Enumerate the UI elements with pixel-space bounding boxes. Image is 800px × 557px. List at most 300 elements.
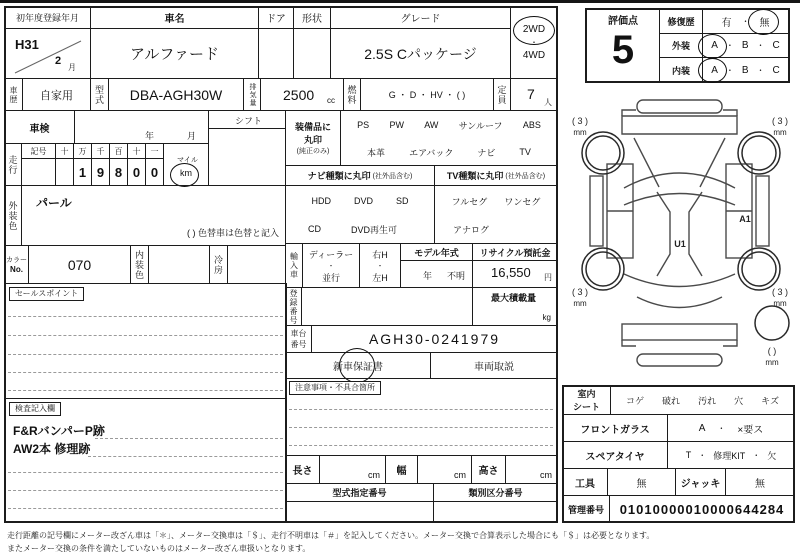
grade-dot: ・ xyxy=(725,41,734,50)
digit-header: 万 xyxy=(78,146,87,156)
score-label: 評価点 xyxy=(608,16,638,27)
windshield-options-cell xyxy=(667,414,795,442)
tv-item: フルセグ xyxy=(451,196,488,207)
km-circle xyxy=(170,163,199,187)
model-year-label: モデル年式 xyxy=(414,247,459,258)
repair-dot: ・ xyxy=(741,16,750,26)
model-code-value: DBA-AGH30W xyxy=(129,86,223,103)
fuel-value: G ・ D ・ HV ・ ( ) xyxy=(388,90,466,100)
door-label: ドア xyxy=(266,14,286,25)
km-label: km xyxy=(180,168,192,178)
dashed-line xyxy=(95,438,283,439)
class-no-cell xyxy=(433,501,558,523)
equip-item: ナビ xyxy=(477,147,496,158)
interior-color-label-cell xyxy=(130,245,149,284)
spare-tire-mark xyxy=(755,306,789,340)
spare-tread-unit: mm xyxy=(765,358,779,367)
tool-value: 無 xyxy=(636,478,647,490)
capacity-value: 7 xyxy=(527,86,535,102)
digit-header: 千 xyxy=(96,146,105,156)
mgmt-no-value-cell xyxy=(609,495,795,523)
caution-label: 注意事項・不具合箇所 xyxy=(295,383,375,392)
grade-c: C xyxy=(772,64,780,76)
color-no-cell xyxy=(28,245,131,284)
capacity-label: 定員 xyxy=(496,84,507,105)
exterior-color-value: パール xyxy=(36,196,72,210)
tread-depth-fl: ( 3 ) xyxy=(571,116,589,126)
drive-dot: ・ xyxy=(530,38,538,47)
model-code-label-cell xyxy=(90,78,109,111)
top-rule xyxy=(0,0,800,3)
height-label: 高さ xyxy=(478,466,499,477)
front-right-tire-inner xyxy=(742,136,776,170)
dashed-line xyxy=(8,354,283,355)
dashed-line xyxy=(8,390,283,391)
car-name-header xyxy=(90,6,259,29)
damage-code-u1: U1 xyxy=(674,239,686,249)
grade-b: B xyxy=(741,64,749,76)
registration-label: 登録番号 xyxy=(289,288,298,325)
equipment-label-cell xyxy=(285,110,341,166)
history-cell xyxy=(22,78,91,111)
manual-label: 車両取説 xyxy=(474,362,514,373)
navi-header-note: (社外品含む) xyxy=(372,172,413,180)
seat-label-2: シート xyxy=(572,402,600,412)
history-value: 自家用 xyxy=(40,89,73,102)
dashed-line xyxy=(8,490,283,491)
shape-header xyxy=(293,6,331,29)
capacity-cell xyxy=(510,78,558,111)
rear-floor-curve1 xyxy=(624,274,735,287)
width-label: 幅 xyxy=(396,466,407,477)
registration-cell xyxy=(301,287,473,326)
class-no-header xyxy=(433,483,558,502)
grade-c: C xyxy=(772,40,780,51)
model-code-cell xyxy=(108,78,244,111)
tool-label: 工具 xyxy=(575,478,595,490)
jack-value: 無 xyxy=(755,478,765,490)
grade-dot: ・ xyxy=(756,65,765,75)
car-undercarriage-diagram xyxy=(562,92,797,384)
seat-option: 汚れ xyxy=(698,395,717,406)
mileage-label-cell xyxy=(4,143,22,186)
mileage-digit-cell xyxy=(73,158,92,186)
tread-unit-rr: mm xyxy=(773,299,787,308)
digit-value: 0 xyxy=(150,164,159,180)
equipment-label-2: 丸印 xyxy=(303,135,322,145)
fuel-cell xyxy=(360,78,494,111)
chassis-value: AGH30-0241979 xyxy=(368,331,501,347)
color-no-value: 070 xyxy=(67,256,92,273)
spare-option: 欠 xyxy=(767,450,777,461)
damage-code-a1: A1 xyxy=(739,214,751,224)
spare-dot: ・ xyxy=(752,450,761,460)
recycle-value: 16,550 xyxy=(491,265,531,280)
reg-month-value: 2 xyxy=(55,55,62,67)
ac-label: 冷房 xyxy=(213,254,223,275)
lh-option: 左H xyxy=(372,272,388,283)
left-rocker xyxy=(590,176,603,246)
exterior-a-circle xyxy=(698,34,727,59)
navi-type-header xyxy=(286,166,434,186)
digit-header: 一 xyxy=(150,146,159,156)
model-year-cell xyxy=(400,243,473,288)
footer-text-1: 走行距離の記号欄にメーター改ざん車は「＊」、メーター交換車は「＄」、走行不明車は「＃」を記入してください。メーター交換で合算表示した場合にも「＄」は必要となります。 xyxy=(7,531,655,540)
navi-item: DVD再生可 xyxy=(351,224,398,235)
inspector-note-line2: AW2本 修理跡 xyxy=(13,442,91,456)
mileage-sign-cell xyxy=(21,158,56,186)
mileage-digit-cell xyxy=(55,158,74,186)
first-registration-cell xyxy=(4,28,91,79)
exterior-color-label-cell xyxy=(4,185,22,246)
tool-value-cell xyxy=(607,468,676,496)
dashed-line xyxy=(88,456,283,457)
tool-label-cell xyxy=(562,468,608,496)
mgmt-no-label: 管理番号 xyxy=(567,504,604,515)
footer-note-line2 xyxy=(7,543,797,554)
shaken-label: 車検 xyxy=(29,123,50,135)
inspector-note-line1: F&RバンパーP跡 xyxy=(13,424,105,438)
tunnel-left xyxy=(657,192,670,276)
displacement-cell xyxy=(260,78,344,111)
sales-point-label: セールスポイント xyxy=(15,289,79,298)
digit-value: 1 xyxy=(78,164,87,180)
equip-item: エアバック xyxy=(409,147,454,158)
length-label-cell xyxy=(285,455,320,484)
equipment-row2 xyxy=(341,139,557,165)
rear-left-tire-inner xyxy=(586,252,620,286)
interior-grade-label: 内装 xyxy=(671,65,690,76)
exterior-grade-label: 外装 xyxy=(671,41,690,51)
displacement-value: 2500 xyxy=(283,87,315,103)
spare-option: 修理KIT xyxy=(713,450,746,461)
inspector-notes-tab xyxy=(9,402,61,416)
grade-dot: ・ xyxy=(756,41,765,50)
color-no-label-2: No. xyxy=(10,265,23,274)
car-name-value: アルファード xyxy=(129,46,220,63)
rear-right-tire-inner xyxy=(742,252,776,286)
model-code-label: 型式 xyxy=(94,84,104,105)
mileage-digit-header xyxy=(145,143,164,159)
warranty-label: 新車保証書 xyxy=(333,362,383,373)
rear-tabs xyxy=(622,340,737,346)
footer-note-line1 xyxy=(7,530,797,541)
tread-unit-rl: mm xyxy=(573,299,587,308)
first-registration-label: 初年度登録年月 xyxy=(15,13,79,23)
type-no-header xyxy=(285,483,434,502)
tv-row2 xyxy=(435,216,557,242)
interior-color-cell xyxy=(148,245,210,284)
navi-row2 xyxy=(286,216,434,242)
dashed-line xyxy=(8,508,283,509)
navi-row1 xyxy=(286,186,434,216)
recycle-cell xyxy=(472,243,558,288)
windshield-right xyxy=(700,138,725,187)
dealer-dot: ・ xyxy=(327,262,335,270)
dashed-line xyxy=(289,427,553,428)
grade-dot: ・ xyxy=(725,65,734,75)
capacity-label-cell xyxy=(493,78,511,111)
exterior-grade-label-cell xyxy=(660,34,703,57)
equipment-label-note: (純正のみ) xyxy=(296,148,330,155)
spare-option: T xyxy=(685,450,692,460)
jack-label-cell xyxy=(675,468,726,496)
front-left-tire-inner xyxy=(586,136,620,170)
seat-option: 破れ xyxy=(662,395,681,406)
car-name-label: 車名 xyxy=(164,14,185,25)
color-no-label-1: カラー xyxy=(6,257,27,264)
parallel-option: 並行 xyxy=(321,272,340,283)
front-bumper xyxy=(637,100,722,113)
tv-type-header xyxy=(435,166,557,186)
length-label: 長さ xyxy=(292,466,313,477)
score-value: 5 xyxy=(611,28,635,72)
equip-item: ABS xyxy=(522,120,541,130)
recycle-label: リサイクル預託金 xyxy=(479,247,551,258)
digit-header: 十 xyxy=(132,146,141,156)
chassis-label-cell xyxy=(285,325,312,353)
navi-type-box xyxy=(285,165,435,244)
score-cell xyxy=(587,10,659,81)
equip-item: AW xyxy=(424,120,439,130)
length-unit: cm xyxy=(368,470,380,480)
drive-2wd: 2WD xyxy=(522,24,546,35)
length-cell xyxy=(319,455,386,484)
shaken-cell xyxy=(74,110,209,144)
dashed-line xyxy=(8,316,283,317)
reg-era-value: H31 xyxy=(15,37,39,52)
mile-label: マイル xyxy=(177,157,198,164)
shift-divider xyxy=(209,128,285,129)
front-left-tire xyxy=(582,132,624,174)
equipment-cell xyxy=(340,110,558,166)
tv-item: ワンセグ xyxy=(504,196,541,207)
reg-month-unit: 月 xyxy=(68,63,76,72)
car-name-cell xyxy=(90,28,259,79)
equipment-label-1: 装備品に xyxy=(294,122,331,132)
import-handle-cell xyxy=(359,243,401,288)
mileage-digit-header xyxy=(109,143,128,159)
drive-4wd: 4WD xyxy=(522,50,546,61)
door-cell xyxy=(258,28,294,79)
equipment-row1 xyxy=(341,111,557,139)
door-header xyxy=(258,6,294,29)
windshield-option: A xyxy=(698,422,706,434)
spare-tire-label-cell xyxy=(562,441,668,469)
height-unit: cm xyxy=(540,470,552,480)
inspector-notes-box xyxy=(4,398,287,523)
exterior-color-cell xyxy=(21,185,286,246)
width-cell xyxy=(417,455,472,484)
grade-a: A xyxy=(711,64,718,76)
grade-a: A xyxy=(711,40,718,51)
type-no-cell xyxy=(285,501,434,523)
front-floor-curve2 xyxy=(624,194,735,206)
ac-cell xyxy=(227,245,286,284)
digit-value: 0 xyxy=(132,164,141,180)
equip-item: PS xyxy=(357,120,370,130)
spare-dot: ・ xyxy=(698,450,707,460)
import-dealer-cell xyxy=(302,243,360,288)
spare-tread-bracket: ( ) xyxy=(767,346,777,356)
repair-no: 無 xyxy=(759,17,770,29)
equip-item: 本革 xyxy=(367,147,386,158)
shift-label: シフト xyxy=(235,116,263,126)
repair-label: 修復歴 xyxy=(667,16,695,27)
dashed-line xyxy=(8,472,283,473)
first-registration-header xyxy=(4,6,91,29)
front-panel xyxy=(622,116,737,134)
recycle-yen: 円 xyxy=(544,273,552,282)
shaken-month-label: 月 xyxy=(187,131,197,141)
rear-floor-curve2 xyxy=(637,297,722,308)
exterior-color-note: ( ) 色替車は色替と記入 xyxy=(187,228,279,238)
shift-cell xyxy=(208,110,286,186)
rear-panel xyxy=(622,324,737,340)
mileage-digit-header xyxy=(73,143,92,159)
digit-header: 十 xyxy=(60,146,69,156)
tunnel-right xyxy=(689,192,702,276)
jack-value-cell xyxy=(725,468,795,496)
digit-value: 8 xyxy=(114,164,123,180)
dashed-line xyxy=(8,335,283,336)
shape-label: 形状 xyxy=(302,14,322,25)
import-label: 輸入車 xyxy=(289,252,299,279)
rear-left-tire xyxy=(582,248,624,290)
dashed-line xyxy=(289,409,553,410)
seat-option: コゲ xyxy=(626,395,645,406)
height-label-cell xyxy=(471,455,506,484)
class-no-label: 類別区分番号 xyxy=(468,488,523,498)
inspector-notes-label: 検査記入欄 xyxy=(15,404,55,413)
windshield-label-cell xyxy=(562,414,668,442)
shaken-label-cell xyxy=(4,110,75,144)
repair-no-circle xyxy=(748,9,779,35)
mgmt-no-value: 01010000010000644284 xyxy=(619,501,785,517)
handle-dot: ・ xyxy=(376,262,384,270)
mileage-label: 走行 xyxy=(7,154,18,175)
tread-depth-rr: ( 3 ) xyxy=(771,287,789,297)
navi-item: HDD xyxy=(311,196,331,206)
front-right-tire xyxy=(738,132,780,174)
manual-cell xyxy=(430,352,558,379)
rear-right-tire xyxy=(738,248,780,290)
dashed-line xyxy=(289,445,553,446)
type-no-label: 型式指定番号 xyxy=(332,488,387,498)
tv-row1 xyxy=(435,186,557,216)
displacement-label-cell xyxy=(243,78,261,111)
shape-cell xyxy=(293,28,331,79)
mileage-sign-header xyxy=(21,143,56,159)
navi-header-text: ナビ種類に丸印 xyxy=(307,171,371,181)
grade-cell xyxy=(330,28,511,79)
tread-unit-fl: mm xyxy=(573,128,587,137)
exterior-color-label: 外装色 xyxy=(7,200,18,231)
digit-value: 9 xyxy=(96,164,105,180)
tv-header-text: TV種類に丸印 xyxy=(446,171,504,181)
interior-color-label: 内装色 xyxy=(134,249,144,280)
interior-grade-label-cell xyxy=(660,58,703,82)
max-load-label: 最大積載量 xyxy=(491,293,537,303)
windshield-left xyxy=(634,138,659,187)
mileage-digit-header xyxy=(127,143,146,159)
spare-tire-options-cell xyxy=(667,441,795,469)
repair-label-cell xyxy=(660,9,703,33)
seat-label-1: 室内 xyxy=(577,389,596,399)
front-floor-curve1 xyxy=(624,173,735,188)
mileage-digit-cell xyxy=(109,158,128,186)
model-year-header xyxy=(401,244,472,261)
tv-header-note: (社外品含む) xyxy=(505,172,546,180)
shaken-year-label: 年 xyxy=(145,131,155,141)
sales-point-tab xyxy=(9,287,84,301)
navi-item: SD xyxy=(395,196,409,206)
chassis-cell xyxy=(311,325,558,353)
mileage-digit-header xyxy=(55,143,74,159)
seat-option: キズ xyxy=(761,395,779,406)
caution-tab xyxy=(289,381,381,395)
footer-text-2: またメーター交換の条件を満たしていないものはメーター改ざん車扱いとなります。 xyxy=(7,544,311,553)
grade-value: 2.5S Cパッケージ xyxy=(364,45,477,62)
width-label-cell xyxy=(385,455,418,484)
model-year-unit: 年 xyxy=(423,271,433,281)
spare-tire-label: スペアタイヤ xyxy=(585,451,645,463)
model-year-unknown: 不明 xyxy=(447,271,466,281)
drive-2wd-circle xyxy=(513,16,555,45)
navi-item: CD xyxy=(308,224,321,234)
tread-depth-rl: ( 3 ) xyxy=(571,287,589,297)
equip-item: PW xyxy=(389,120,404,130)
navi-item: DVD xyxy=(353,196,373,206)
grade-b: B xyxy=(741,40,749,51)
grade-label: グレード xyxy=(400,14,441,25)
tread-depth-fr: ( 3 ) xyxy=(771,116,789,126)
chassis-label-2: 番号 xyxy=(290,340,307,349)
tv-type-box xyxy=(434,165,558,244)
height-cell xyxy=(505,455,558,484)
equip-item: サンルーフ xyxy=(458,120,503,131)
recycle-header xyxy=(473,244,557,261)
max-load-cell xyxy=(472,287,558,326)
windshield-option: ×要ス xyxy=(737,424,764,436)
mileage-digit-cell xyxy=(145,158,164,186)
registration-label-cell xyxy=(285,287,302,326)
right-rocker xyxy=(756,176,769,246)
import-label-cell xyxy=(285,243,303,288)
max-load-kg: kg xyxy=(542,313,551,322)
mileage-digit-cell xyxy=(127,158,146,186)
rear-bumper xyxy=(637,354,722,366)
grade-header xyxy=(330,6,511,29)
fuel-label: 燃料 xyxy=(346,84,357,105)
seat-options-cell xyxy=(610,385,795,415)
displacement-label: 排気量 xyxy=(249,82,256,107)
fuel-label-cell xyxy=(343,78,361,111)
seat-label-cell xyxy=(562,385,611,415)
capacity-unit: 人 xyxy=(544,98,552,107)
seat-option: 穴 xyxy=(734,395,744,406)
windshield-dot: ・ xyxy=(717,423,726,433)
mileage-digit-header xyxy=(91,143,110,159)
width-unit: cm xyxy=(454,470,466,480)
jack-label: ジャッキ xyxy=(680,478,721,490)
windshield-label: フロントガラス xyxy=(580,424,650,436)
displacement-unit: cc xyxy=(327,96,335,105)
history-label: 車歴 xyxy=(9,85,18,104)
chassis-label-1: 車台 xyxy=(290,329,307,338)
rh-option: 右H xyxy=(372,249,388,260)
repair-yes: 有 xyxy=(721,17,732,29)
